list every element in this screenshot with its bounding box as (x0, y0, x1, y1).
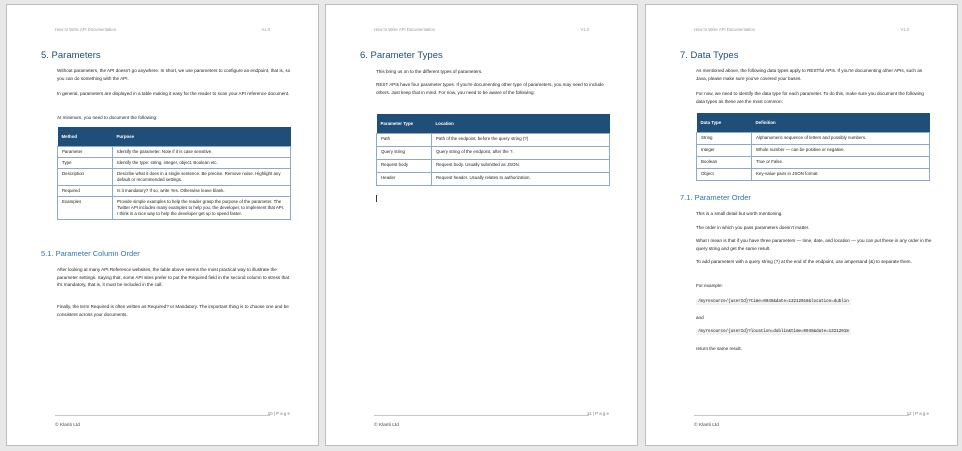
table-cell: Parameter (58, 147, 113, 158)
paragraph-text: Without parameters, the API doesn't go anywhere. In short, we use parameters to configure an endpoint, that is, so you can do something with the API. (57, 68, 291, 81)
paragraph (57, 266, 293, 289)
table-row (58, 197, 291, 220)
paragraph-text: In general, parameters are displayed in a table making it easy for the reader to scan your API reference document. (57, 91, 290, 96)
code-example (696, 297, 932, 307)
table-row (697, 157, 930, 169)
paragraph (696, 345, 932, 353)
table-row (377, 160, 610, 173)
page-number: 10 | P a g e (267, 411, 290, 416)
paragraph-text: At minimum, you need to document the following: (57, 115, 158, 120)
footer-divider (374, 415, 589, 416)
header-version: V1.0 (900, 27, 909, 32)
page-number: 11 | P a g e (587, 411, 609, 416)
table-cell: Identify the type: string, integer, object, Boolean etc. (113, 158, 291, 169)
column-header: Definition (752, 113, 930, 133)
table-cell: Describe what it does in a single sentence. Be precise. Remove noise. Highlight any default or recommended settings. (113, 169, 291, 186)
table-cell: Alphanumeric sequence of letters and possibly numbers. (752, 133, 930, 145)
paragraph (696, 210, 932, 218)
table-cell: Request body (377, 160, 432, 173)
table-row (377, 147, 610, 160)
table-row (58, 169, 291, 186)
table-cell: Query string of the endpoint, after the ?. (432, 147, 610, 160)
table-row (697, 133, 930, 145)
table-row (377, 134, 610, 147)
header-version: V1.0 (261, 27, 270, 32)
data-types-table (696, 113, 930, 181)
header-doc-title: How to Write API Documentation (374, 27, 435, 32)
table-cell: Path of the endpoint, before the query string (?) (432, 134, 610, 147)
table-cell: Query string (377, 147, 432, 160)
table-cell: Integer (697, 145, 752, 157)
footer-divider (55, 415, 270, 416)
table-cell: Examples (58, 197, 113, 220)
paragraph-text: return the same result. (696, 346, 742, 351)
text-cursor (376, 195, 377, 202)
paragraph (696, 67, 932, 82)
paragraph (696, 90, 932, 105)
column-header: Parameter Type (377, 114, 432, 134)
paragraph-text: This is a small detail but worth mentioning. (696, 211, 783, 216)
code-example (696, 327, 932, 337)
table-row (58, 158, 291, 169)
section-heading: 7. Data Types (680, 50, 739, 61)
table-cell: Request body. Usually submitted as JSON. (432, 160, 610, 173)
table-cell: Identify the parameter. Note if it is case sensitive. (113, 147, 291, 158)
table-cell: Request header. Usually relates to authorization. (432, 173, 610, 186)
paragraph (696, 282, 932, 290)
footer-copyright: © Klariti Ltd (374, 423, 399, 428)
parameters-table (57, 127, 291, 220)
paragraph (57, 67, 293, 82)
paragraph-text: For example: (696, 283, 723, 288)
paragraph (57, 114, 293, 122)
table-header-row (697, 113, 930, 133)
table-row (377, 173, 610, 186)
paragraph (696, 224, 932, 232)
page-header (55, 27, 270, 32)
page-number: 12 | P a g e (906, 411, 929, 416)
column-header: Data Type (697, 113, 752, 133)
section-heading: 6. Parameter Types (360, 50, 443, 61)
paragraph-text: This bring us on to the different types of parameters. (376, 69, 483, 74)
paragraph-text: What I mean is that if you have three parameters — time, date, and location — you can put these in any order in the query string and get the same result. (696, 238, 932, 251)
header-doc-title: How to Write API Documentation (694, 27, 755, 32)
table-cell: Provide simple examples to help the reader grasp the purpose of the parameter. The Twitter API includes many examples to help you, the developer, to implement that API. I think is a nice way to help the developer get up to speed faster. (113, 197, 291, 220)
table-header-row (58, 127, 291, 147)
paragraph-text: The order in which you pass parameters doesn't matter. (696, 225, 810, 230)
table-cell: String (697, 133, 752, 145)
paragraph (376, 81, 612, 96)
subsection-heading: 7.1. Parameter Order (680, 193, 751, 202)
code-line: /myresource/{userId}?location=dublin&time=0945&date=13212018 (698, 330, 849, 334)
paragraph (696, 258, 932, 266)
table-row (697, 145, 930, 157)
footer-copyright: © Klariti Ltd (694, 423, 719, 428)
parameter-types-table (376, 114, 610, 186)
document-page-10 (6, 4, 319, 446)
table-row (58, 186, 291, 197)
paragraph-text: For now, we need to identify the data type for each parameter. To do this, make sure you document the following data types as these are the most common: (696, 91, 924, 104)
paragraph-text: and (696, 315, 704, 320)
table-cell: Required (58, 186, 113, 197)
paragraph (696, 237, 932, 252)
page-header (694, 27, 909, 32)
footer-copyright: © Klariti Ltd (55, 423, 80, 428)
table-cell: Whole number — can be positive or negative. (752, 145, 930, 157)
table-cell: True or False. (752, 157, 930, 169)
column-header: Purpose (113, 127, 291, 147)
table-cell: Boolean (697, 157, 752, 169)
table-header-row (377, 114, 610, 134)
document-page-12 (645, 4, 958, 446)
paragraph-text: After looking at many API Reference websites, the table above seems the most practical way to illustrate the parameter settings. Saying that, some API sites prefer to put the Required field in the second column to stress that it's mandatory, that is, it must be included in the call. (57, 267, 290, 288)
table-cell: Description (58, 169, 113, 186)
table-cell: Header (377, 173, 432, 186)
table-row (697, 169, 930, 181)
paragraph-text: To add parameters with a query string (?) at the end of the endpoint, use ampersand (&) to separate them. (696, 259, 912, 264)
table-cell: Key-value pairs in JSON format (752, 169, 930, 181)
paragraph-text: As mentioned above, the following data types apply to RESTful APIs. If you're documenting other APIs, such as Java, please make sure you've covered your bases. (696, 68, 923, 81)
header-version: V1.0 (580, 27, 589, 32)
paragraph (376, 68, 612, 76)
paragraph-text: REST APIs have four parameter types. If you're documenting other type of parameters, you may need to include others. Just keep that in mind. For now, you need to be aware of the following: (376, 82, 604, 95)
paragraph (57, 303, 293, 318)
table-cell: Is it mandatory? If so, write Yes. Otherwise leave blank. (113, 186, 291, 197)
document-page-11 (325, 4, 638, 446)
code-line: /myresource/{userId}?time=0945&date=13212018&location=dublin (698, 300, 849, 304)
column-header: Location (432, 114, 610, 134)
table-row (58, 147, 291, 158)
page-header (374, 27, 589, 32)
paragraph (696, 314, 932, 322)
section-heading: 5. Parameters (41, 50, 101, 61)
paragraph (57, 90, 293, 98)
table-cell: Object (697, 169, 752, 181)
paragraph-text: Finally, the term Required is often written as Required? or Mandatory. The important thing is to choose one and be consistent across your documents. (57, 304, 289, 317)
header-doc-title: How to Write API Documentation (55, 27, 116, 32)
table-cell: Type (58, 158, 113, 169)
column-header: Method (58, 127, 113, 147)
subsection-heading: 5.1. Parameter Column Order (41, 249, 140, 258)
table-cell: Path (377, 134, 432, 147)
footer-divider (694, 415, 909, 416)
